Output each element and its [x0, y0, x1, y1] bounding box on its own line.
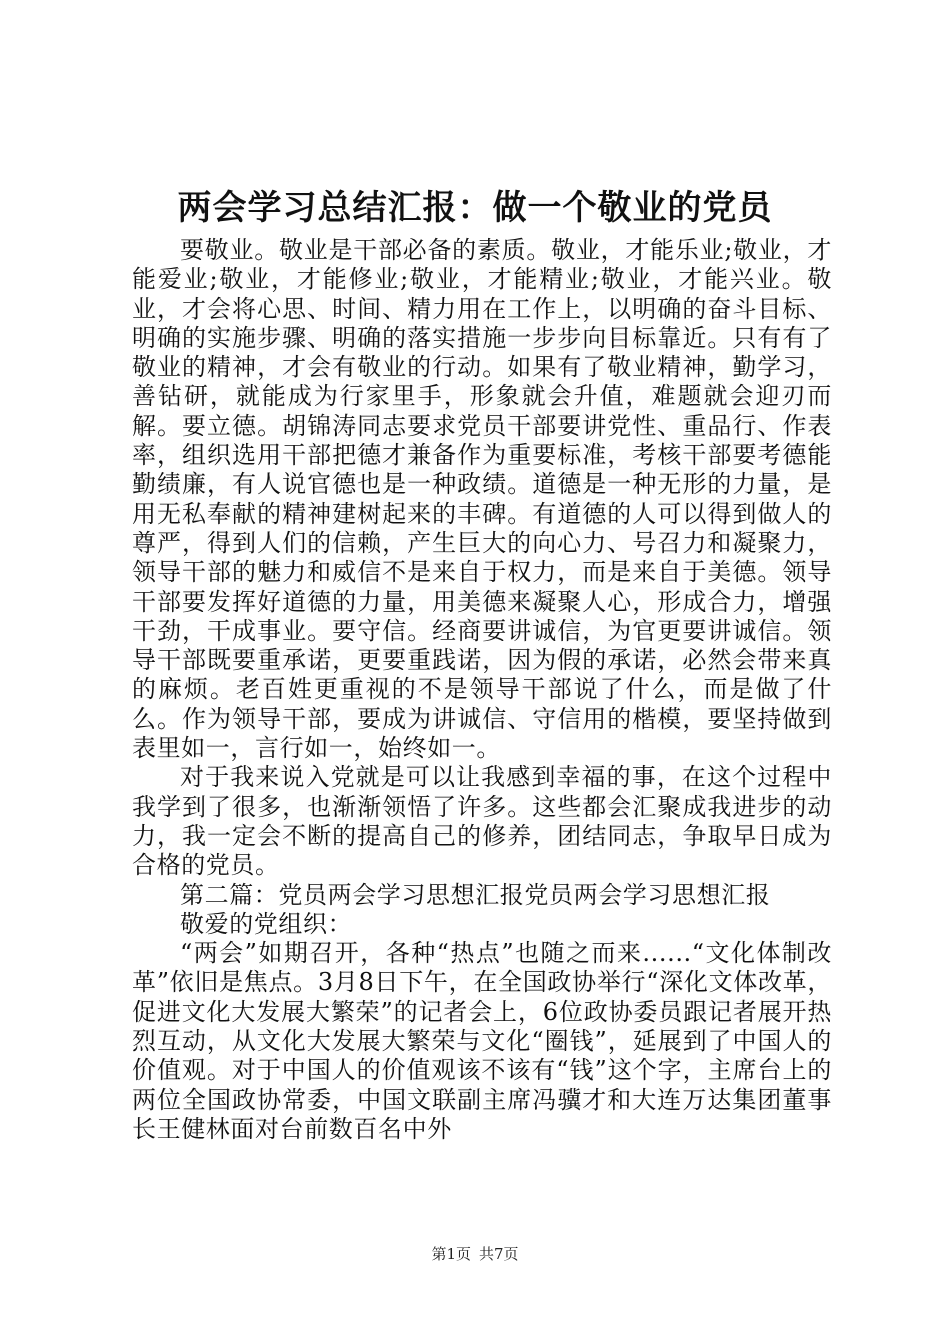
section-heading: 第二篇：党员两会学习思想汇报党员两会学习思想汇报: [180, 880, 771, 909]
salutation: 敬爱的党组织：: [180, 909, 353, 938]
paragraph: “两会”如期召开，各种“热点”也随之而来......“文化体制改革”依旧是焦点。3月8日下午，在全国政协举行“深化文体改革，促进文化大发展大繁荣”的记者会上，6位政协委员跟记者展开热烈互动，从文化大发展大繁荣与文化“圈钱”，延展到了中国人的价值观。对于中国人的价值观该不该有“钱”这个字，主席台上的两位全国政协常委，中国文联副主席冯骥才和大连万达集团董事长王健林面对台前数百名中外: [132, 939, 832, 1143]
page-footer: [0, 1244, 950, 1264]
page-number: 第1页: [431, 1245, 471, 1263]
document-title: 两会学习总结汇报：做一个敬业的党员: [177, 188, 773, 228]
page-total: 共7页: [479, 1245, 519, 1263]
document-body: [132, 236, 832, 1144]
paragraph: 要敬业。敬业是干部必备的素质。敬业，才能乐业;敬业，才能爱业;敬业，才能修业;敬业，才能精业;敬业，才能兴业。敬业，才会将心思、时间、精力用在工作上，以明确的奋斗目标、明确的实施步骤、明确的落实措施一步步向目标靠近。只有有了敬业的精神，才会有敬业的行动。如果有了敬业精神，勤学习，善钻研，就能成为行家里手，形象就会升值，难题就会迎刃而解。要立德。胡锦涛同志要求党员干部要讲党性、重品行、作表率，组织选用干部把德才兼备作为重要标准，考核干部要考德能勤绩廉，有人说官德也是一种政绩。道德是一种无形的力量，是用无私奉献的精神建树起来的丰碑。有道德的人可以得到做人的尊严，得到人们的信赖，产生巨大的向心力、号召力和凝聚力，领导干部的魅力和威信不是来自于权力，而是来自于美德。领导干部要发挥好道德的力量，用美德来凝聚人心，形成合力，增强干劲，干成事业。要守信。经商要讲诚信，为官更要讲诚信。领导干部既要重承诺，更要重践诺，因为假的承诺，必然会带来真的麻烦。老百姓更重视的不是领导干部说了什么，而是做了什么。作为领导干部，要成为讲诚信、守信用的楷模，要坚持做到表里如一，言行如一，始终如一。: [132, 236, 832, 763]
paragraph: 对于我来说入党就是可以让我感到幸福的事，在这个过程中我学到了很多，也渐渐领悟了许多。这些都会汇聚成我进步的动力，我一定会不断的提高自己的修养，团结同志，争取早日成为合格的党员。: [132, 763, 832, 880]
